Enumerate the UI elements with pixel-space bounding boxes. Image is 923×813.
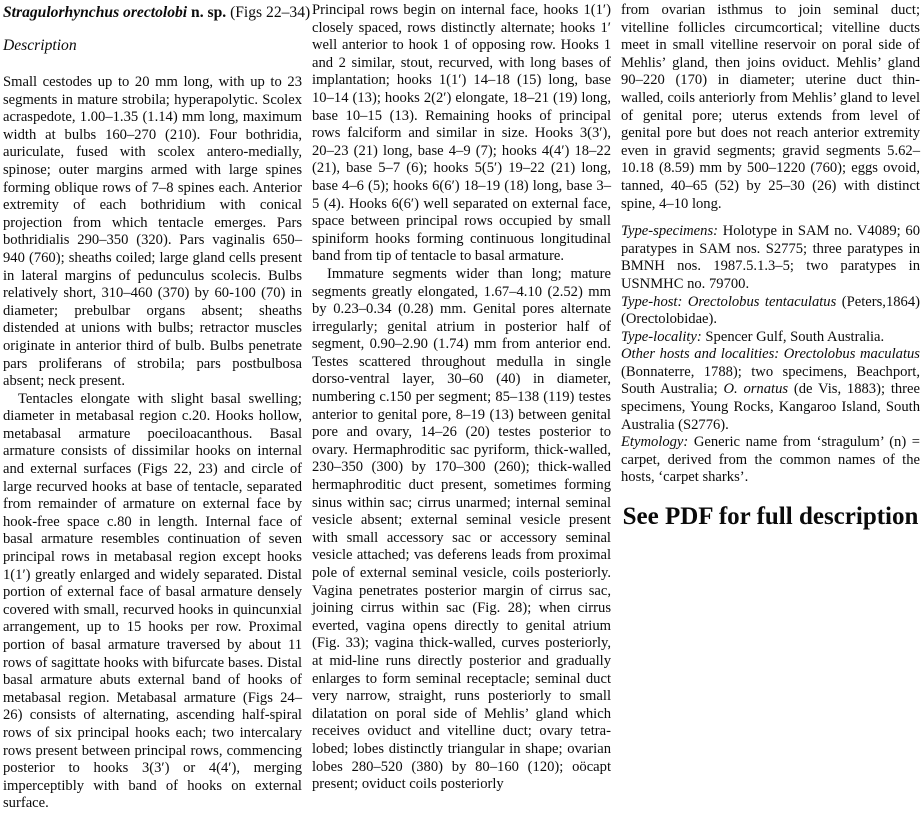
entry-label: Etymology: xyxy=(621,434,689,451)
description-paragraph-1: Small cestodes up to 20 mm long, with up to 23 segments in mature strobila; hyperapolytic. Scolex acraspedote, 1.00–1.35 (1.14) mm long, maximum width at bulbs 160–270 (210). Four bothridia, auriculate, fused with scolex antero-medially, spinose; outer margins armed with large spines forming oblique rows of 7–8 spines each. Anterior extremity of each bothridium with conical projection from which tentacle emerges. Pars bothridialis 290–350 (320). Pars vaginalis 650–940 (760); sheaths coiled; large gland cells present in lateral margins of pedunculus scolecis. Bulbs relatively short, 310–460 (370) by 60-100 (70) in diameter; prebulbar organs absent; sheaths distended at unions with bulbs; retractor muscles originate in anterior third of bulb. Bulbs penetrate pars proliferans of strobila; pars postbulbosa absent; neck present. xyxy=(3,74,302,390)
entry-text-species: Orectolobus tentaculatus xyxy=(682,293,837,310)
etymology-entry xyxy=(621,434,920,487)
entry-text: Generic name from ‘stragulum’ (n) = carpet, derived from the common names of the hosts, ‘carpet sharks’. xyxy=(621,434,920,486)
taxon-title xyxy=(3,3,311,22)
entry-text: (de Vis, 1883); three specimens, Young Rocks, Kangaroo Island, South Australia (S2776). xyxy=(621,381,920,433)
entry-text: Holotype in SAM no. V4089; 60 paratypes in SAM nos. S2775; three paratypes in BMNH nos. 1987.5.1.3–5; two paratypes in USNMHC no. 79700. xyxy=(621,223,920,292)
description-paragraph-3: Principal rows begin on internal face, hooks 1(1′) closely spaced, rows distinctly alternate; hooks 1′ well anterior to hook 1 of opposing row. Hooks 1 and 2 similar, stout, recurved, with long bases of implantation; hooks 1(1′) 14–18 (15) long, base 10–14 (13); hooks 2(2′) elongate, 18–21 (19) long, base 10–15 (13). Remaining hooks of principal rows falciform and similar in size. Hooks 3(3′), 20–23 (21) long, base 4–9 (7); hooks 4(4′) 18–22 (21), base 5–7 (6); hooks 5(5′) 19–22 (21) long, base 4–6 (5); hooks 6(6′) 18–19 (18) long, base 3–5 (4). Hooks 6(6′) well separated on external face, space between principal rows occupied by small spiniform hooks forming continuous longitudinal band from tip of tentacle to basal armature. xyxy=(312,2,611,265)
description-paragraph-2: Tentacles elongate with slight basal swelling; diameter in metabasal region c.20. Hooks hollow, metabasal armature poeciloacanthous. Basal armature consists of dissimilar hooks on internal and external surfaces (Figs 22, 23) and circle of large recurved hooks at base of tentacle, separated from remainder of armature on external face by hook-free space c.80 in length. Internal face of basal armature resembles continuation of seven principal rows in metabasal region except hooks 1(1′) greatly enlarged and widely separated. Distal portion of external face of basal armature densely covered with small, recurved hooks in quincunxial arrangement, up to 15 hooks per row. Proximal portion of basal armature traversed by about 11 rows of sagittate hooks with bifurcate bases. Distal basal armature abuts external band of hooks of metabasal region. Metabasal armature (Figs 24–26) consists of alternating, ascending half-spiral rows of six principal hooks each; two intercalary rows present between principal rows, commencing posterior to hooks 3(3′) or 4(4′), merging imperceptibly with band of hooks on external surface. xyxy=(3,390,302,812)
description-paragraph-4: Immature segments wider than long; mature segments greatly elongated, 1.67–4.10 (2.52) mm by 0.23–0.34 (0.28) mm. Genital pores alternate irregularly; genital atrium in posterior half of segment, 0.90–2.90 (1.74) mm from anterior end. Testes scattered throughout medulla in single dorso-ventral layer, 30–60 (40) in diameter, numbering c.150 per segment; 85–138 (119) testes anterior to genital pore, 8–19 (13) between genital pore and ovary, 14–26 (20) testes posterior to ovary. Hermaphroditic sac pyriform, thick-walled, 230–350 (300) by 170–300 (260); thick-walled hermaphroditic duct present, sometimes forming sinus within sac; cirrus unarmed; internal seminal vesicle absent; external seminal vesicle present with small accessory sac or accessory seminal vesicle attached; vas deferens leads from proximal pole of external seminal vesicle, coils posteriorly. Vagina penetrates posterior margin of cirrus sac, joining cirrus within sac (Fig. 28); when cirrus everted, vagina opens directly to genital atrium (Fig. 33); vagina thick-walled, curves posteriorly, at mid-line runs directly posterior and gradually enlarges to form seminal receptacle; seminal duct very narrow, straight, runs posteriorly to small dilatation on poral side of Mehlis’ gland which receives oviduct and vitelline duct; ovary tetra-lobed; lobes distinctly triangular in shape; ovarian lobes 280–520 (380) by 80–160 (120); oöcapt present; oviduct coils posteriorly xyxy=(312,265,611,793)
entry-text: Spencer Gulf, South Australia. xyxy=(701,328,885,345)
type-host-entry xyxy=(621,294,920,329)
type-data-entries xyxy=(621,223,920,487)
column-right xyxy=(621,2,920,813)
entry-label: Type-host: xyxy=(621,293,683,310)
type-specimens-entry xyxy=(621,223,920,293)
entry-text: (Peters,1864) (Orectolobidae). xyxy=(621,293,920,328)
new-species-label: n. sp. xyxy=(191,4,227,21)
figures-reference: (Figs 22–34) xyxy=(230,4,311,21)
entry-label: Other hosts and localities: xyxy=(621,346,780,363)
type-locality-entry xyxy=(621,329,920,347)
see-pdf-notice: See PDF for full description xyxy=(622,503,919,531)
taxon-species-name: Stragulorhynchus orectolobi xyxy=(3,4,188,21)
other-hosts-entry xyxy=(621,346,920,434)
entry-label: Type-locality: xyxy=(621,328,702,345)
entry-text: (Bonnaterre, 1788); two specimens, Beachport, South Australia; xyxy=(621,363,920,398)
entry-text-species: Orectolobus maculatus xyxy=(779,346,920,363)
column-left xyxy=(3,2,311,813)
entry-label: Type-specimens: xyxy=(621,223,718,240)
description-paragraph-5: from ovarian isthmus to join seminal duct; vitelline follicles circumcortical; vitelline ducts meet in small vitelline reservoir on poral side of Mehlis’ gland, then joins oviduct. Mehlis’ gland 90–220 (170) in diameter; uterine duct thin-walled, coils anteriorly from Mehlis’ gland to level of genital pore; uterus extends from level of genital pore but does not reach anterior extremity even in gravid segments; gravid segments 5.62–10.18 (8.59) mm by 500–1220 (760); eggs ovoid, tanned, 40–65 (52) by 25–30 (26) with distinct spine, 4–10 long. xyxy=(621,2,920,212)
description-heading: Description xyxy=(3,37,77,54)
column-middle xyxy=(312,2,611,813)
entry-text-species: O. ornatus xyxy=(723,381,789,398)
